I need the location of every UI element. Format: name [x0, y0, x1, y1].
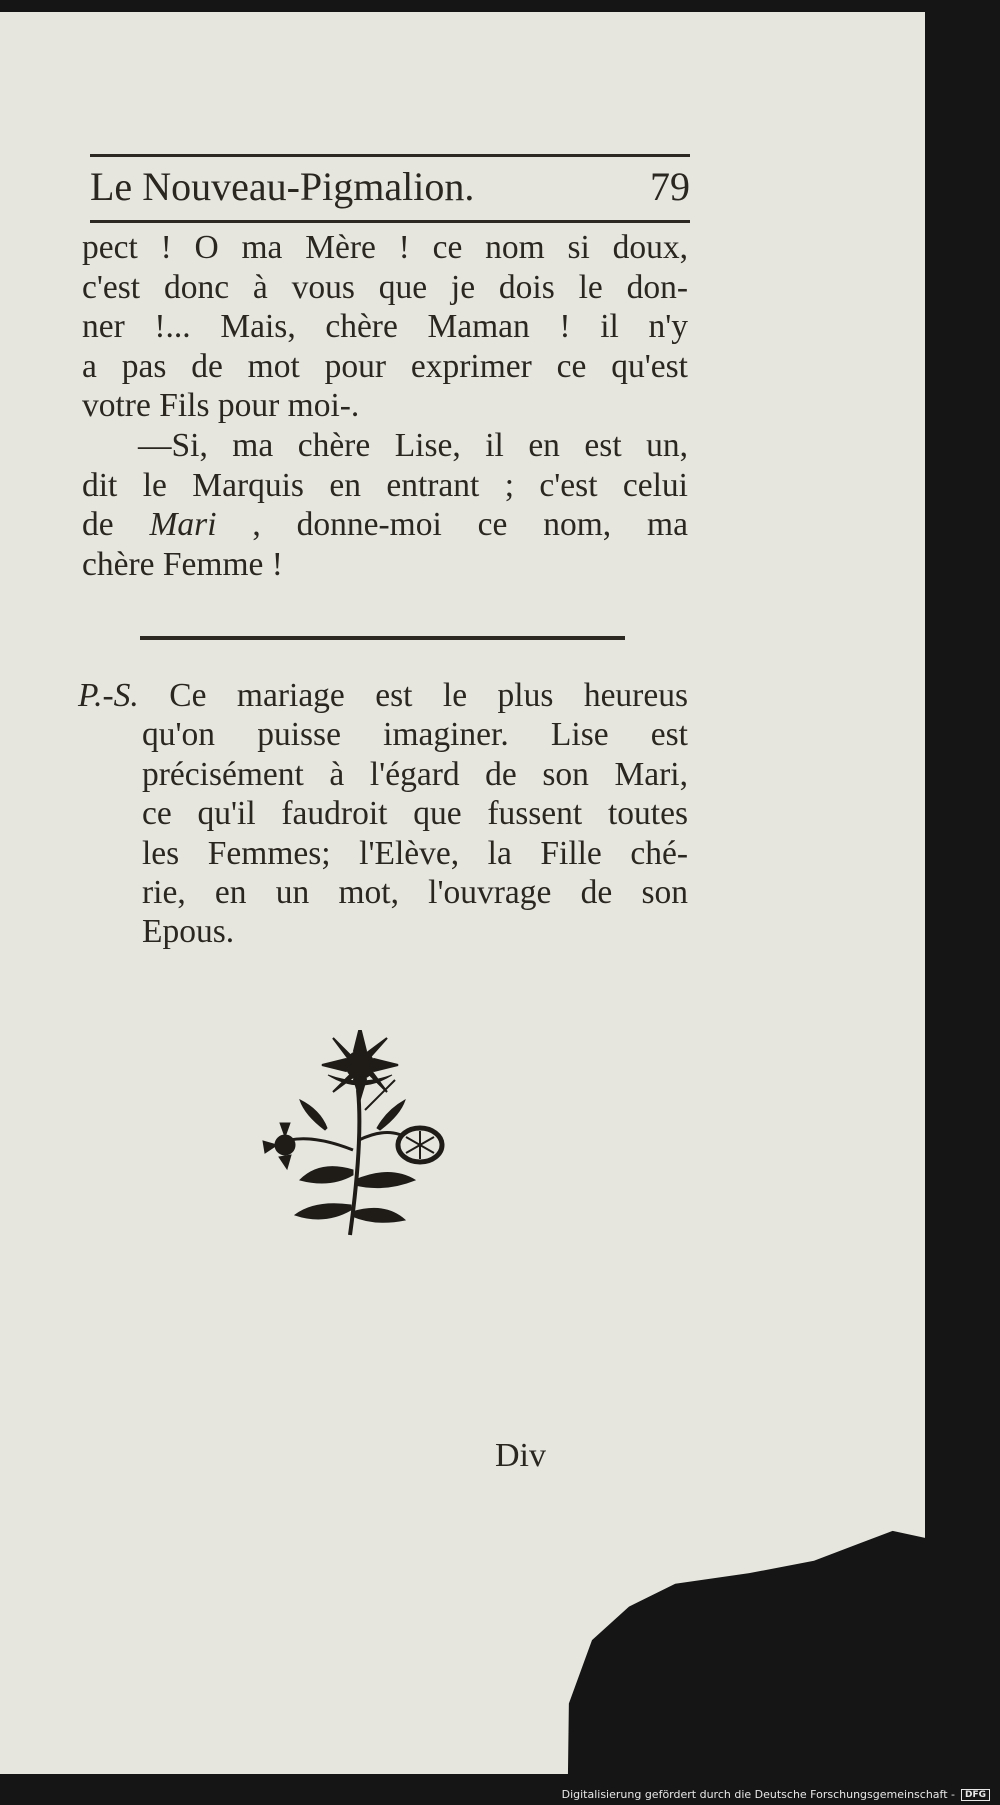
ps-label: P.-S. — [78, 677, 139, 714]
line-text: , donne-moi ce nom, ma — [252, 506, 688, 544]
ps-line: Epous. — [142, 913, 235, 951]
body-line: c'est donc à vous que je dois le don- — [82, 268, 688, 306]
postscript — [78, 676, 688, 952]
body-line: votre Fils pour moi-. — [82, 387, 360, 425]
line-text: de — [82, 506, 114, 544]
italic-word: Mari — [149, 506, 217, 544]
ps-line: les Femmes; l'Elève, la Fille ché- — [142, 834, 688, 872]
ps-line: qu'on puisse imaginer. Lise est — [142, 716, 688, 754]
body-line: a pas de mot pour exprimer ce qu'est — [82, 347, 688, 385]
running-title: Le Nouveau-Pigmalion. — [90, 163, 475, 209]
body-line: ner !... Mais, chère Maman ! il n'y — [82, 308, 688, 346]
body-line: dit le Marquis en entrant ; c'est celui — [82, 466, 688, 504]
page-number: 79 — [650, 163, 690, 209]
ps-line: rie, en un mot, l'ouvrage de son — [142, 874, 688, 912]
catchword: Div — [495, 1437, 546, 1474]
body-line: chère Femme ! — [82, 545, 283, 583]
body-text — [82, 228, 688, 584]
body-line: pect ! O ma Mère ! ce nom si doux, — [82, 229, 688, 266]
ps-line — [78, 676, 688, 715]
body-line: —Si, ma chère Lise, il en est un, — [138, 426, 688, 464]
ps-line: ce qu'il faudroit que fussent toutes — [142, 795, 688, 833]
running-header — [90, 158, 690, 214]
flower-ornament-icon — [255, 1030, 475, 1240]
body-line — [82, 505, 688, 545]
header-bottom-rule — [90, 220, 690, 223]
header-top-rule — [90, 154, 690, 157]
digitization-credit — [562, 1788, 990, 1801]
credit-text: Digitalisierung gefördert durch die Deutsche Forschungsgemeinschaft - — [561, 1788, 955, 1801]
section-divider — [140, 636, 625, 640]
ps-line: précisément à l'égard de son Mari, — [142, 755, 688, 793]
ps-first-text: Ce mariage est le plus heureus — [169, 677, 688, 714]
dfg-logo-icon: DFG — [961, 1789, 990, 1801]
